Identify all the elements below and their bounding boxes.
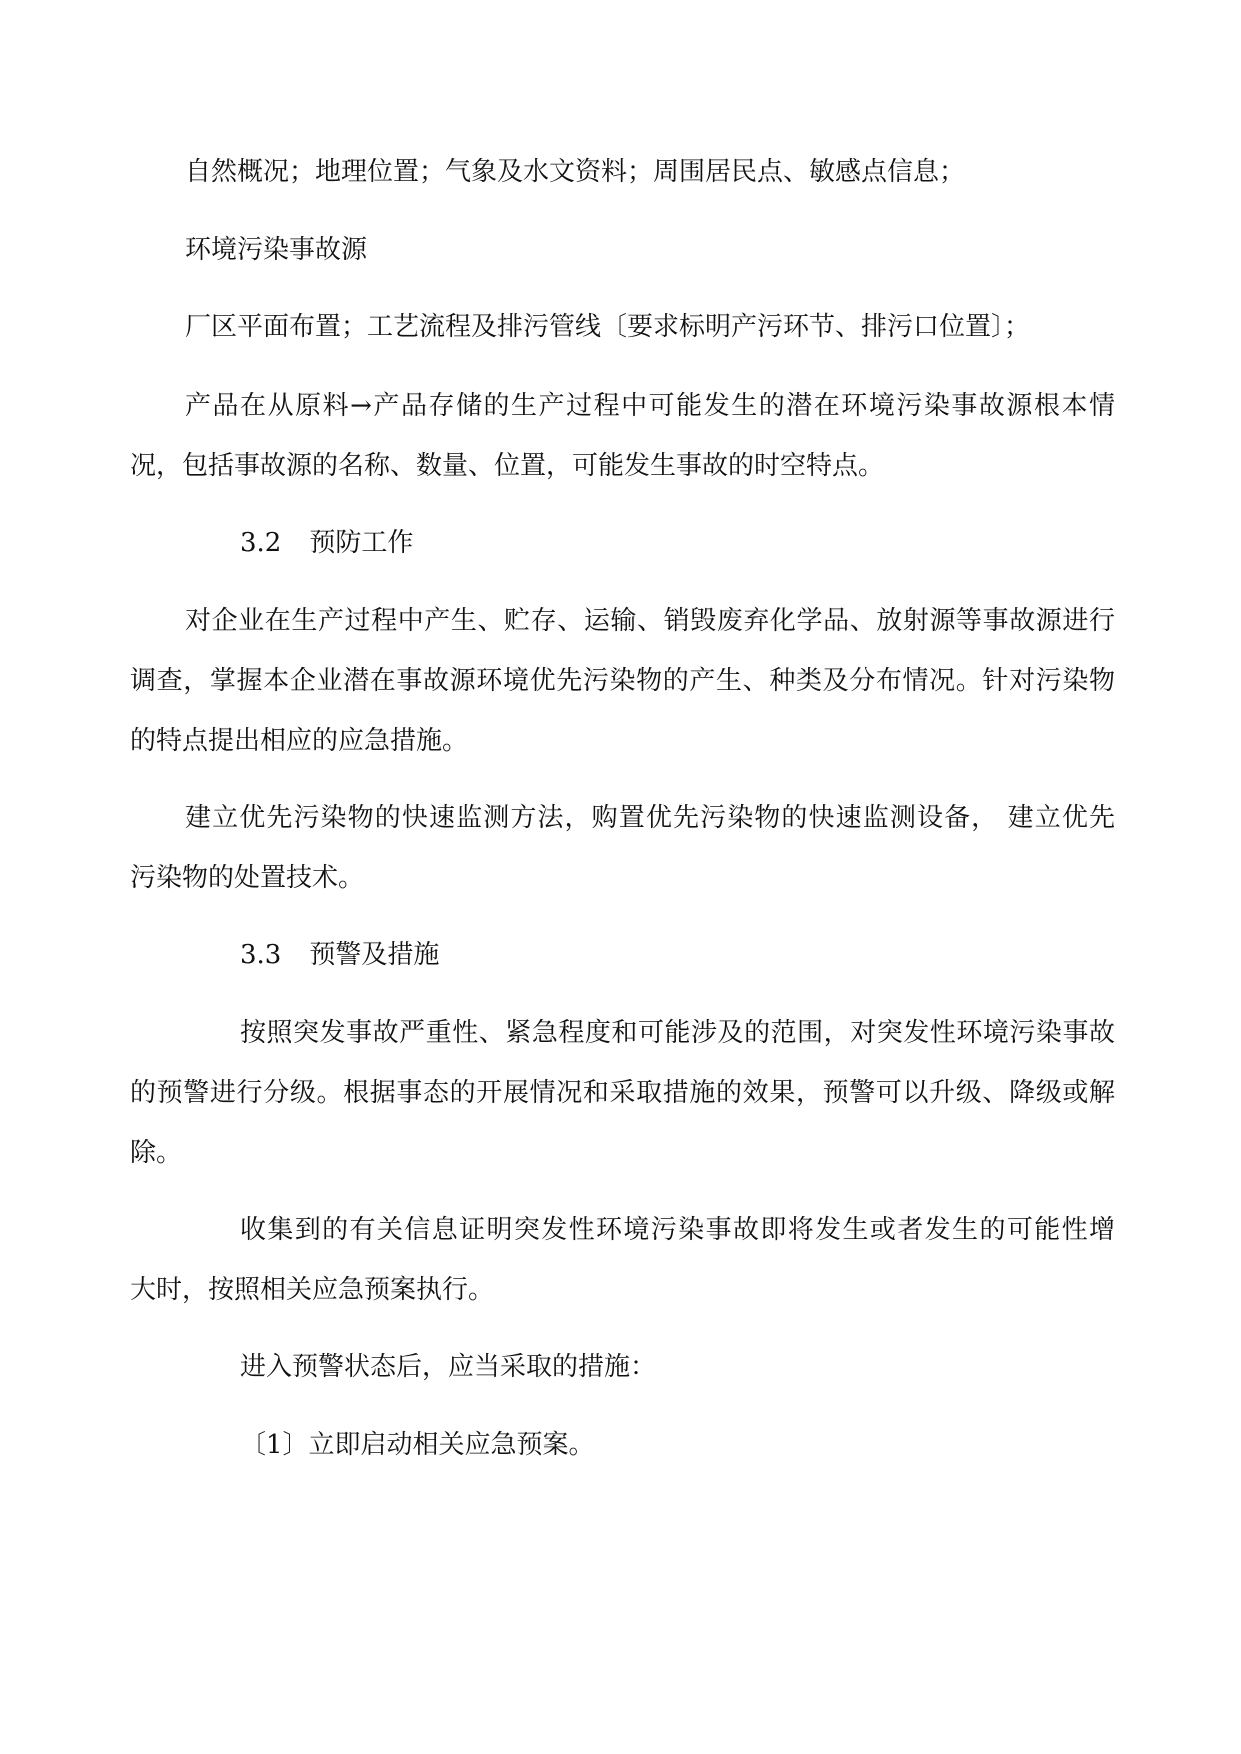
paragraph-line: 对企业在生产过程中产生、贮存、运输、销毁废弃化学品、放射源等事故源进行 xyxy=(185,606,1115,636)
paragraph-line: 污染物的处置技术。 xyxy=(130,863,365,893)
paragraph-line: 的预警进行分级。根据事态的开展情况和采取措施的效果，预警可以升级、降级或解 xyxy=(130,1078,1115,1108)
paragraph-line: 产品在从原料→产品存储的生产过程中可能发生的潜在环境污染事故源根本情 xyxy=(185,391,1115,421)
paragraph-line: 况，包括事故源的名称、数量、位置，可能发生事故的时空特点。 xyxy=(130,451,885,481)
paragraph-line: 进入预警状态后，应当采取的措施： xyxy=(240,1352,657,1382)
paragraph-line: 大时，按照相关应急预案执行。 xyxy=(130,1275,495,1305)
paragraph-line: 除。 xyxy=(130,1138,183,1168)
section-title: 预警及措施 xyxy=(309,940,440,970)
section-number: 3.2 xyxy=(240,528,282,558)
paragraph-line: 建立优先污染物的快速监测方法，购置优先污染物的快速监测设备， 建立优先 xyxy=(185,803,1115,833)
section-title: 预防工作 xyxy=(309,528,414,558)
section-number: 3.3 xyxy=(240,940,282,970)
paragraph-line: 收集到的有关信息证明突发性环境污染事故即将发生或者发生的可能性增 xyxy=(240,1215,1115,1245)
paragraph-line: 厂区平面布置；工艺流程及排污管线〔要求标明产污环节、排污口位置〕； xyxy=(185,312,1031,342)
section-heading-3-3 xyxy=(240,942,439,968)
paragraph-line: 环境污染事故源 xyxy=(185,235,368,265)
list-item: 〔1〕立即启动相关应急预案。 xyxy=(240,1430,595,1460)
paragraph-line: 调查，掌握本企业潜在事故源环境优先污染物的产生、种类及分布情况。针对污染物 xyxy=(130,666,1115,696)
section-heading-3-2 xyxy=(240,530,413,556)
paragraph-line: 按照突发事故严重性、紧急程度和可能涉及的范围，对突发性环境污染事故 xyxy=(240,1018,1115,1048)
paragraph-line: 的特点提出相应的应急措施。 xyxy=(130,726,469,756)
paragraph-line: 自然概况；地理位置；气象及水文资料；周围居民点、敏感点信息； xyxy=(185,157,966,187)
